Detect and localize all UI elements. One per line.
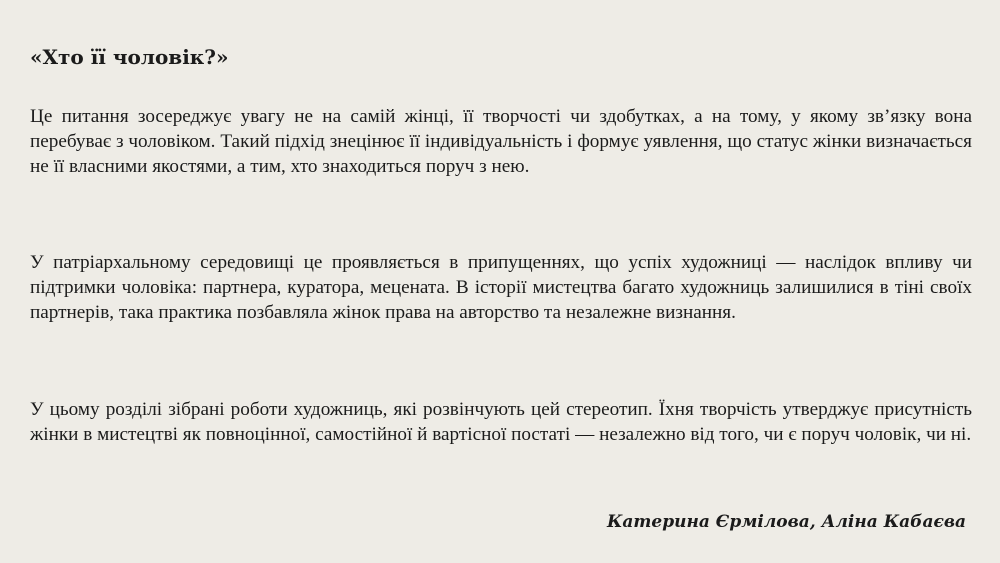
paragraph-1: Це питання зосереджує увагу не на самій жінці, її творчості чи здобутках, а на тому, у якому зв’язку вона перебуває з чоловіком. Такий підхід знецінює її індивідуальність і формує уявлення, що статус жінки визначається не її власними якостями, а тим, хто знаходиться поруч з нею. bbox=[30, 106, 972, 177]
text-panel bbox=[30, 0, 972, 563]
section-title: «Хто її чоловік?» bbox=[30, 45, 229, 69]
authors-signature: Катерина Єрмілова, Аліна Кабаєва bbox=[606, 512, 966, 532]
paragraph-2: У патріархальному середовищі це проявляється в припущеннях, що успіх художниці — наслідок впливу чи підтримки чоловіка: партнера, куратора, мецената. В історії мистецтва багато художниць залишилися в тіні своїх партнерів, така практика позбавляла жінок права на авторство та незалежне визнання. bbox=[30, 252, 972, 323]
paragraph-3: У цьому розділі зібрані роботи художниць, які розвінчують цей стереотип. Їхня творчість утверджує присутність жінки в мистецтві як повноцінної, самостійної й вартісної постаті — незалежно від того, чи є поруч чоловік, чи ні. bbox=[30, 399, 972, 445]
